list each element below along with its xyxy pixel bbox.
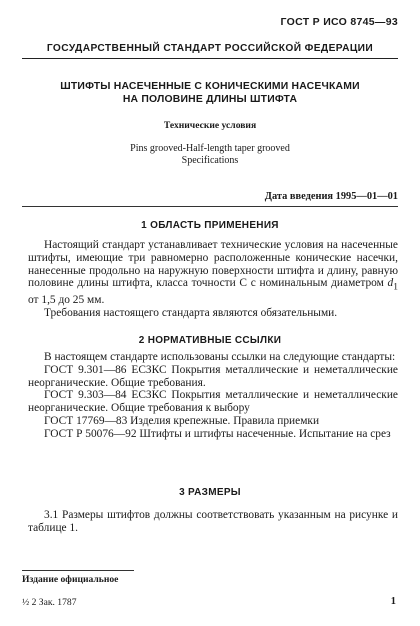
- section2-intro: В настоящем стандарте использованы ссылки на следующие стандарты:: [44, 351, 396, 363]
- section1-body: [28, 239, 398, 320]
- print-order-number: ½ 2 Зак. 1787: [22, 597, 77, 608]
- reference-item: ГОСТ 9.301—86 ЕСЗКС Покрытия металлические и неметаллические неорганические. Общие требования.: [28, 363, 398, 389]
- reference-item: ГОСТ 9.303—84 ЕСЗКС Покрытия металлические и неметаллические неорганические. Общие требования к выбору: [28, 389, 398, 415]
- title-ru-line1: ШТИФТЫ НАСЕЧЕННЫЕ С КОНИЧЕСКИМИ НАСЕЧКАМИ: [60, 81, 360, 92]
- section2-body: [28, 351, 398, 441]
- page-number: 1: [390, 596, 396, 607]
- introduction-date: Дата введения 1995—01—01: [264, 191, 398, 202]
- section3-heading: 3 РАЗМЕРЫ: [179, 487, 241, 498]
- reference-item: ГОСТ 17769—83 Изделия крепежные. Правила приемки: [44, 414, 320, 427]
- document-subtitle-ru: Технические условия: [163, 120, 257, 131]
- title-en-line1: Pins grooved-Half-length taper grooved: [130, 143, 290, 154]
- official-edition-label: Издание официальное: [22, 574, 119, 585]
- section1-heading: 1 ОБЛАСТЬ ПРИМЕНЕНИЯ: [141, 220, 279, 231]
- standard-number: ГОСТ Р ИСО 8745—93: [280, 16, 398, 28]
- date-divider: [22, 206, 398, 207]
- document-title-ru: [40, 80, 380, 106]
- section3-paragraph1: 3.1 Размеры штифтов должны соответствовать указанным на рисунке и таблице 1.: [28, 509, 398, 534]
- reference-item: ГОСТ Р 50076—92 Штифты и штифты насеченные. Испытание на срез: [44, 427, 391, 440]
- section1-paragraph1: Настоящий стандарт устанавливает технические условия на насеченные штифты, имеющие три равномерно расположенные конические насечки, нанесенные продольно на наружную поверхности штифта и длину, равную половине длины штифта, класса точности С с номинальным диаметром $d_1$ от 1,5 до 25 мм.: [28, 239, 398, 307]
- section2-heading: 2 НОРМАТИВНЫЕ ССЫЛКИ: [138, 335, 282, 346]
- header-divider: [22, 58, 398, 59]
- footer-divider: [22, 570, 134, 571]
- document-title-en: [60, 143, 360, 167]
- section1-paragraph2: Требования настоящего стандарта являются обязательными.: [44, 307, 338, 320]
- title-ru-line2: НА ПОЛОВИНЕ ДЛИНЫ ШТИФТА: [122, 94, 298, 105]
- section3-body: [28, 509, 398, 535]
- title-en-line2: Specifications: [181, 155, 239, 166]
- state-standard-title: ГОСУДАРСТВЕННЫЙ СТАНДАРТ РОССИЙСКОЙ ФЕДЕРАЦИИ: [46, 43, 374, 54]
